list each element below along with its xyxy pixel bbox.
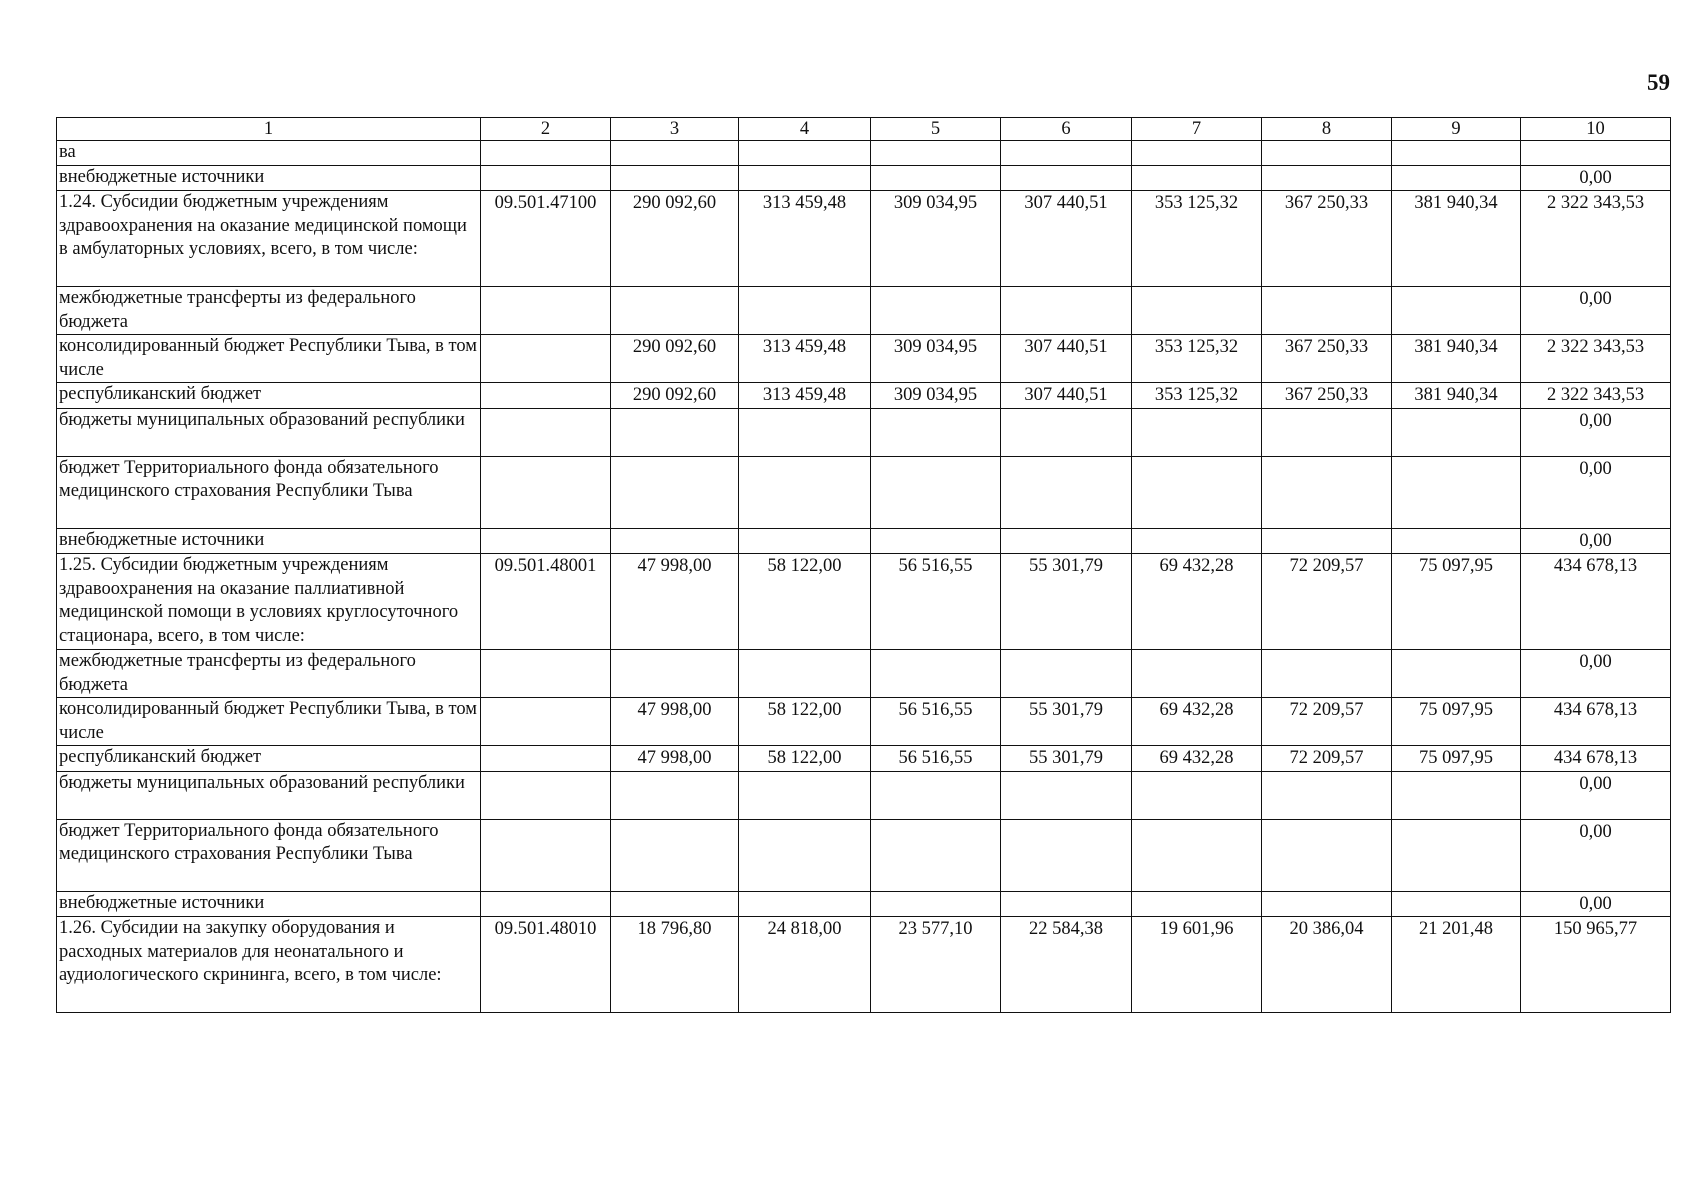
table-cell: 307 440,51 xyxy=(1001,335,1132,383)
budget-table xyxy=(56,117,1671,1013)
column-header: 10 xyxy=(1521,118,1671,141)
table-header-row xyxy=(57,118,1671,141)
table-cell xyxy=(1132,771,1262,819)
table-row xyxy=(57,771,1671,819)
column-header: 3 xyxy=(611,118,739,141)
row-description: бюджет Территориального фонда обязательного медицинского страхования Республики Тыва xyxy=(57,456,481,528)
column-header: 1 xyxy=(57,118,481,141)
table-cell: 2 322 343,53 xyxy=(1521,383,1671,409)
table-cell xyxy=(1132,528,1262,554)
table-cell xyxy=(611,408,739,456)
table-row xyxy=(57,165,1671,191)
table-cell xyxy=(1001,408,1132,456)
table-row xyxy=(57,650,1671,698)
table-cell: 56 516,55 xyxy=(871,746,1001,772)
table-cell xyxy=(481,141,611,166)
table-cell xyxy=(481,165,611,191)
table-cell xyxy=(1262,528,1392,554)
table-cell xyxy=(1001,287,1132,335)
table-cell: 20 386,04 xyxy=(1262,917,1392,1013)
table-cell xyxy=(1001,771,1132,819)
table-cell: 09.501.47100 xyxy=(481,191,611,287)
table-row xyxy=(57,554,1671,650)
table-cell: 367 250,33 xyxy=(1262,335,1392,383)
table-cell xyxy=(1132,165,1262,191)
table-cell: 0,00 xyxy=(1521,891,1671,917)
table-cell xyxy=(871,891,1001,917)
table-cell: 69 432,28 xyxy=(1132,554,1262,650)
table-cell: 56 516,55 xyxy=(871,554,1001,650)
table-cell: 75 097,95 xyxy=(1392,746,1521,772)
table-cell: 309 034,95 xyxy=(871,335,1001,383)
column-header: 4 xyxy=(739,118,871,141)
table-cell: 58 122,00 xyxy=(739,698,871,746)
table-cell: 47 998,00 xyxy=(611,746,739,772)
table-cell: 22 584,38 xyxy=(1001,917,1132,1013)
table-cell xyxy=(1132,408,1262,456)
row-description: межбюджетные трансферты из федерального бюджета xyxy=(57,650,481,698)
table-cell xyxy=(739,165,871,191)
table-row xyxy=(57,191,1671,287)
table-row xyxy=(57,698,1671,746)
table-cell: 58 122,00 xyxy=(739,554,871,650)
table-cell xyxy=(739,819,871,891)
table-cell: 0,00 xyxy=(1521,165,1671,191)
table-cell xyxy=(481,335,611,383)
row-description: бюджет Территориального фонда обязательного медицинского страхования Республики Тыва xyxy=(57,819,481,891)
table-cell: 75 097,95 xyxy=(1392,698,1521,746)
table-cell xyxy=(611,771,739,819)
table-cell: 290 092,60 xyxy=(611,335,739,383)
row-description: внебюджетные источники xyxy=(57,165,481,191)
table-row xyxy=(57,746,1671,772)
table-cell xyxy=(611,528,739,554)
table-cell xyxy=(1001,141,1132,166)
table-cell: 353 125,32 xyxy=(1132,191,1262,287)
table-cell: 381 940,34 xyxy=(1392,191,1521,287)
table-cell xyxy=(1392,141,1521,166)
table-cell xyxy=(481,408,611,456)
table-cell xyxy=(1132,287,1262,335)
table-cell xyxy=(611,165,739,191)
table-cell xyxy=(481,698,611,746)
table-cell xyxy=(871,771,1001,819)
table-row xyxy=(57,917,1671,1013)
table-cell xyxy=(1392,287,1521,335)
table-cell xyxy=(481,650,611,698)
table-cell: 307 440,51 xyxy=(1001,191,1132,287)
table-cell: 69 432,28 xyxy=(1132,746,1262,772)
table-cell xyxy=(1262,771,1392,819)
table-cell: 0,00 xyxy=(1521,650,1671,698)
table-cell xyxy=(611,141,739,166)
table-cell: 0,00 xyxy=(1521,456,1671,528)
table-cell xyxy=(739,141,871,166)
table-cell: 75 097,95 xyxy=(1392,554,1521,650)
table-cell xyxy=(1262,891,1392,917)
table-cell: 367 250,33 xyxy=(1262,383,1392,409)
row-description: республиканский бюджет xyxy=(57,383,481,409)
table-cell xyxy=(739,771,871,819)
table-cell xyxy=(739,456,871,528)
table-cell xyxy=(481,456,611,528)
table-cell: 09.501.48001 xyxy=(481,554,611,650)
table-cell xyxy=(1392,165,1521,191)
table-cell xyxy=(1262,819,1392,891)
row-description: внебюджетные источники xyxy=(57,891,481,917)
page-number: 59 xyxy=(1647,70,1670,95)
table-cell xyxy=(481,528,611,554)
row-description: консолидированный бюджет Республики Тыва, в том числе xyxy=(57,335,481,383)
table-cell: 72 209,57 xyxy=(1262,698,1392,746)
table-cell xyxy=(611,456,739,528)
table-cell xyxy=(739,287,871,335)
table-cell xyxy=(871,650,1001,698)
row-description: 1.26. Субсидии на закупку оборудования и расходных материалов для неонатального и аудиологического скрининга, всего, в том числе: xyxy=(57,917,481,1013)
table-cell xyxy=(1262,456,1392,528)
table-row xyxy=(57,335,1671,383)
table-cell xyxy=(481,819,611,891)
table-cell xyxy=(871,819,1001,891)
table-cell: 307 440,51 xyxy=(1001,383,1132,409)
table-cell: 0,00 xyxy=(1521,528,1671,554)
table-cell xyxy=(871,408,1001,456)
table-cell: 434 678,13 xyxy=(1521,746,1671,772)
table-cell xyxy=(481,287,611,335)
table-cell: 56 516,55 xyxy=(871,698,1001,746)
row-description: 1.25. Субсидии бюджетным учреждениям здравоохранения на оказание паллиативной медицинской помощи в условиях круглосуточного стационара, всего, в том числе: xyxy=(57,554,481,650)
table-cell: 313 459,48 xyxy=(739,383,871,409)
table-cell: 2 322 343,53 xyxy=(1521,191,1671,287)
table-cell: 0,00 xyxy=(1521,287,1671,335)
table-cell: 0,00 xyxy=(1521,408,1671,456)
table-cell: 434 678,13 xyxy=(1521,698,1671,746)
row-description: бюджеты муниципальных образований республики xyxy=(57,408,481,456)
table-cell xyxy=(871,141,1001,166)
row-description: ва xyxy=(57,141,481,166)
table-cell: 290 092,60 xyxy=(611,191,739,287)
table-cell xyxy=(1132,891,1262,917)
table-cell xyxy=(611,650,739,698)
table-cell: 69 432,28 xyxy=(1132,698,1262,746)
table-cell xyxy=(1001,528,1132,554)
table-cell xyxy=(611,819,739,891)
table-cell: 313 459,48 xyxy=(739,191,871,287)
table-cell xyxy=(481,746,611,772)
row-description: консолидированный бюджет Республики Тыва, в том числе xyxy=(57,698,481,746)
table-row xyxy=(57,528,1671,554)
table-row xyxy=(57,287,1671,335)
table-row xyxy=(57,408,1671,456)
table-cell xyxy=(1262,141,1392,166)
column-header: 6 xyxy=(1001,118,1132,141)
table-cell: 0,00 xyxy=(1521,771,1671,819)
table-cell xyxy=(739,891,871,917)
table-cell xyxy=(1392,408,1521,456)
table-row xyxy=(57,891,1671,917)
column-header: 2 xyxy=(481,118,611,141)
table-cell: 353 125,32 xyxy=(1132,383,1262,409)
table-cell xyxy=(1262,408,1392,456)
table-cell: 18 796,80 xyxy=(611,917,739,1013)
column-header: 9 xyxy=(1392,118,1521,141)
table-cell: 55 301,79 xyxy=(1001,554,1132,650)
table-cell xyxy=(611,891,739,917)
table-cell xyxy=(1132,141,1262,166)
table-cell xyxy=(1392,528,1521,554)
table-cell xyxy=(1001,456,1132,528)
table-row xyxy=(57,141,1671,166)
table-cell: 434 678,13 xyxy=(1521,554,1671,650)
table-cell: 58 122,00 xyxy=(739,746,871,772)
table-cell: 72 209,57 xyxy=(1262,746,1392,772)
table-row xyxy=(57,456,1671,528)
table-cell xyxy=(1392,819,1521,891)
table-cell xyxy=(1001,165,1132,191)
table-cell: 19 601,96 xyxy=(1132,917,1262,1013)
table-cell xyxy=(1001,650,1132,698)
table-cell: 72 209,57 xyxy=(1262,554,1392,650)
table-cell: 353 125,32 xyxy=(1132,335,1262,383)
table-cell xyxy=(739,650,871,698)
table-cell: 313 459,48 xyxy=(739,335,871,383)
table-cell xyxy=(1262,165,1392,191)
table-cell xyxy=(1001,891,1132,917)
table-cell: 309 034,95 xyxy=(871,191,1001,287)
table-cell: 0,00 xyxy=(1521,819,1671,891)
table-cell: 2 322 343,53 xyxy=(1521,335,1671,383)
table-cell: 381 940,34 xyxy=(1392,383,1521,409)
row-description: 1.24. Субсидии бюджетным учреждениям здравоохранения на оказание медицинской помощи в амбулаторных условиях, всего, в том числе: xyxy=(57,191,481,287)
table-cell: 55 301,79 xyxy=(1001,746,1132,772)
table-cell: 09.501.48010 xyxy=(481,917,611,1013)
row-description: межбюджетные трансферты из федерального бюджета xyxy=(57,287,481,335)
table-cell xyxy=(1262,650,1392,698)
table-cell: 21 201,48 xyxy=(1392,917,1521,1013)
table-cell xyxy=(481,891,611,917)
row-description: внебюджетные источники xyxy=(57,528,481,554)
table-cell xyxy=(1392,650,1521,698)
table-cell xyxy=(1392,891,1521,917)
table-cell xyxy=(871,165,1001,191)
row-description: республиканский бюджет xyxy=(57,746,481,772)
table-cell xyxy=(1001,819,1132,891)
table-cell xyxy=(611,287,739,335)
column-header: 5 xyxy=(871,118,1001,141)
table-row xyxy=(57,819,1671,891)
table-cell xyxy=(871,456,1001,528)
row-description: бюджеты муниципальных образований республики xyxy=(57,771,481,819)
table-cell xyxy=(1132,456,1262,528)
table-cell: 381 940,34 xyxy=(1392,335,1521,383)
table-cell xyxy=(1262,287,1392,335)
table-cell xyxy=(1521,141,1671,166)
table-cell xyxy=(871,287,1001,335)
table-cell: 367 250,33 xyxy=(1262,191,1392,287)
table-cell xyxy=(1392,771,1521,819)
table-cell xyxy=(1392,456,1521,528)
table-cell: 47 998,00 xyxy=(611,554,739,650)
table-cell: 55 301,79 xyxy=(1001,698,1132,746)
table-cell xyxy=(481,771,611,819)
table-cell: 23 577,10 xyxy=(871,917,1001,1013)
table-cell: 150 965,77 xyxy=(1521,917,1671,1013)
column-header: 8 xyxy=(1262,118,1392,141)
table-cell xyxy=(739,528,871,554)
table-cell: 309 034,95 xyxy=(871,383,1001,409)
table-cell xyxy=(739,408,871,456)
table-cell xyxy=(481,383,611,409)
column-header: 7 xyxy=(1132,118,1262,141)
table-cell: 24 818,00 xyxy=(739,917,871,1013)
table-cell xyxy=(1132,650,1262,698)
table-cell: 47 998,00 xyxy=(611,698,739,746)
table-row xyxy=(57,383,1671,409)
table-cell xyxy=(871,528,1001,554)
table-cell xyxy=(1132,819,1262,891)
table-cell: 290 092,60 xyxy=(611,383,739,409)
